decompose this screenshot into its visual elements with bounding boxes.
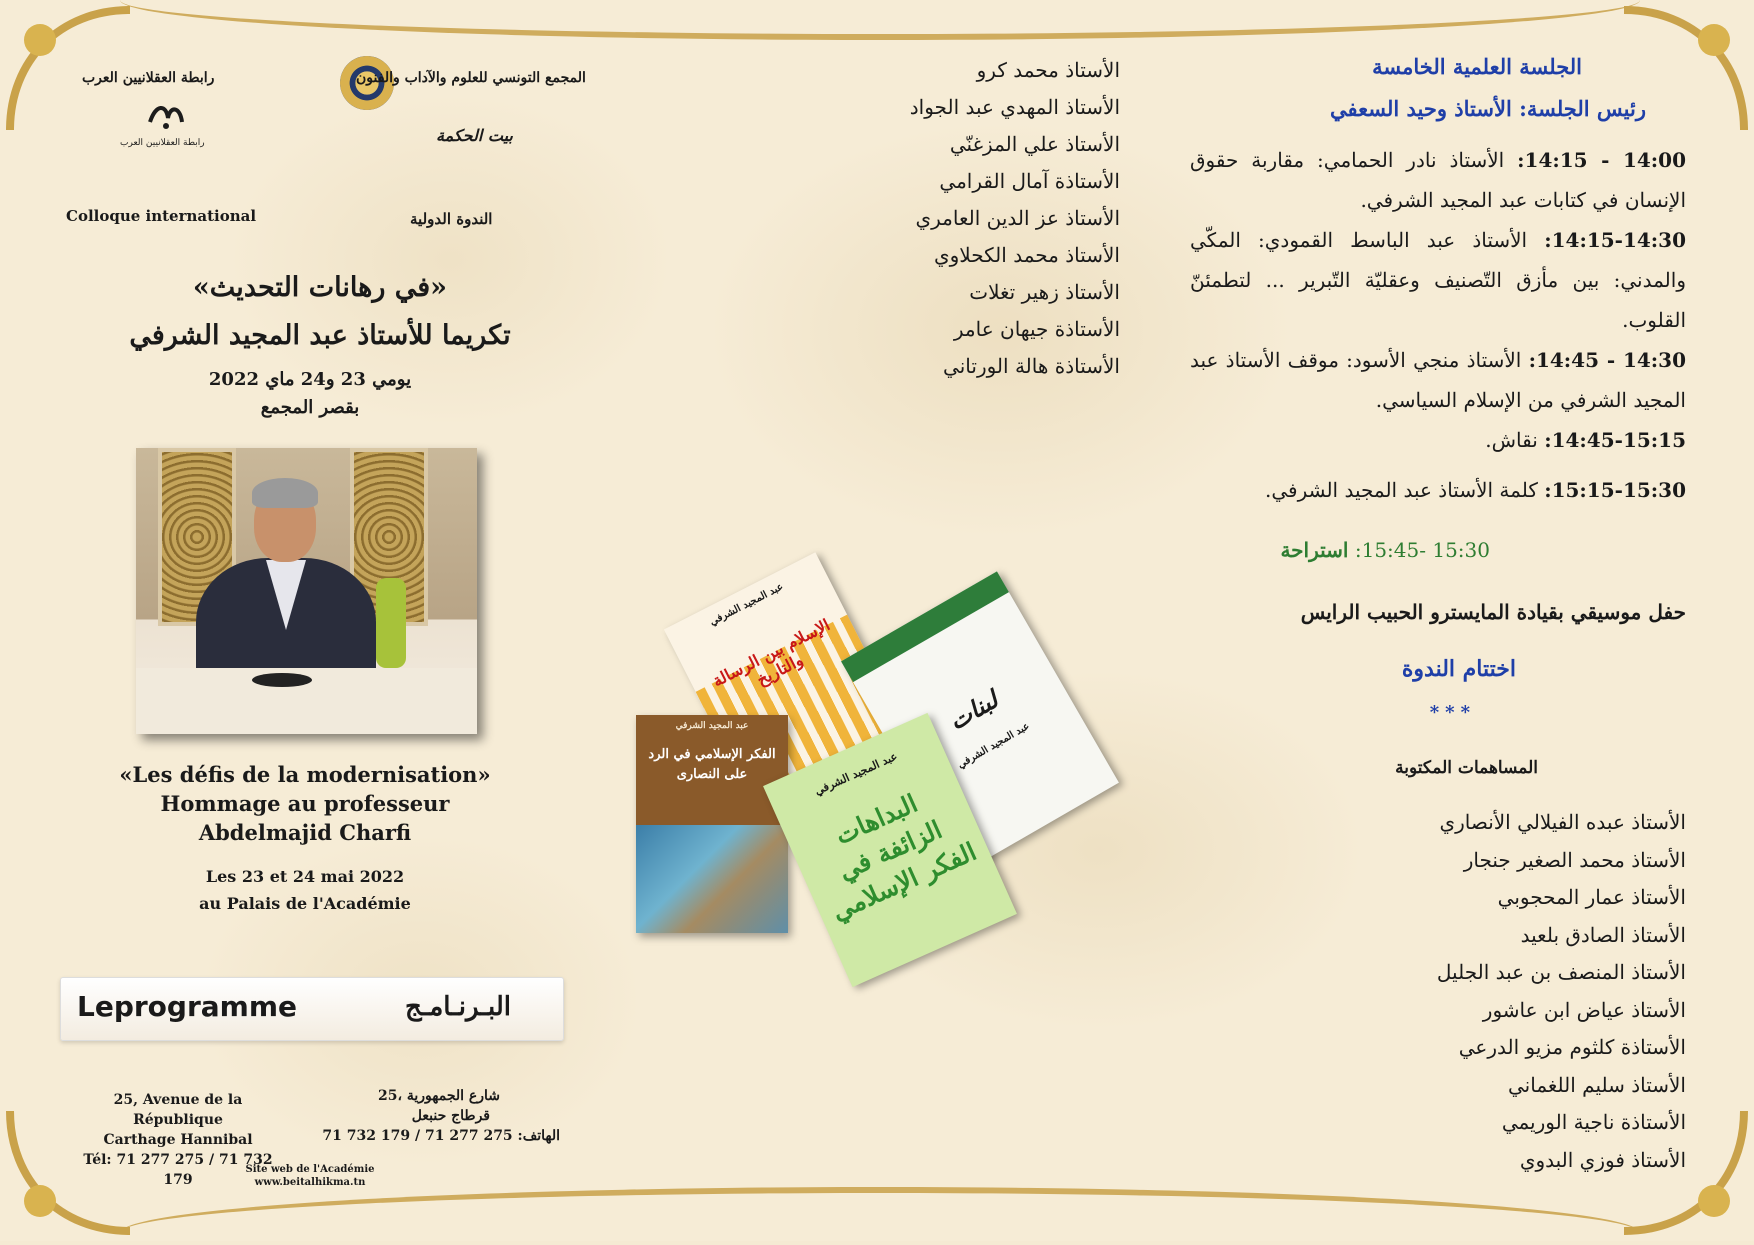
programme-item [1190, 340, 1686, 420]
honoree-photo [136, 448, 477, 734]
title-ar-line: تكريما للأستاذ عبد المجيد الشرفي [129, 320, 511, 351]
contributor-name: الأستاذ فوزي البدوي [1519, 1147, 1686, 1172]
programme-text: الأستاذ نادر الحمامي: مقاربة حقوق الإنسان في كتابات عبد المجيد الشرفي. [1190, 148, 1686, 212]
date-venue-fr [120, 863, 490, 917]
contributor-name: الأستاذ سليم اللغماني [1507, 1072, 1686, 1097]
rationalists-league-caption: رابطة العقلانيين العرب [120, 138, 205, 148]
concert-line: حفل موسيقي بقيادة المايسترو الحبيب الرايس [1300, 600, 1686, 624]
programme-item [1190, 140, 1686, 220]
colloquium-title-fr [80, 760, 530, 847]
bottom-gold-border [120, 1187, 1640, 1233]
book-author: عبد المجيد الشرفي [675, 721, 749, 731]
contributor-name: الأستاذ عياض ابن عاشور [1482, 997, 1686, 1022]
participants-list [840, 52, 1120, 385]
title-fr-line: Hommage au professeur [160, 791, 450, 816]
programme-label-ar: البـرنـامـج [404, 992, 511, 1022]
book-cover [636, 715, 788, 933]
book-title: الفكر الإسلامي في الرد على النصارى [648, 747, 776, 782]
colloque-label-fr: Colloque international [66, 207, 257, 225]
venue-fr-line: au Palais de l'Académie [199, 894, 411, 913]
microphone-icon [252, 673, 312, 687]
book-cover-art [636, 825, 788, 933]
book-author: عبد المجيد الشرفي [955, 720, 1032, 771]
address-ar [320, 1086, 560, 1146]
participant-name: الأستاذة آمال القرامي [939, 169, 1120, 193]
programme-text: الأستاذ منجي الأسود: موقف الأستاذ عبد المجيد الشرفي من الإسلام السياسي. [1190, 348, 1686, 412]
programme-text: نقاش. [1485, 428, 1538, 452]
contributor-name: الأستاذ الصادق بلعيد [1520, 922, 1686, 947]
title-fr-line: «Les défis de la modernisation» [119, 762, 491, 787]
date-fr-line: Les 23 et 24 mai 2022 [205, 867, 405, 886]
phone-ar: الهاتف: 275 277 71 / 179 732 71 [322, 1128, 560, 1144]
rationalists-league-logo-icon [146, 100, 186, 130]
programme-label-fr: Leprogramme [77, 990, 298, 1023]
session-title: الجلسة العلمية الخامسة [1372, 54, 1582, 79]
participant-name: الأستاذ زهير تغلات [969, 280, 1120, 304]
written-contributions-title: المساهمات المكتوبة [1395, 758, 1538, 778]
programme-time: 14:00 - 14:15: [1517, 148, 1687, 172]
colloque-label-ar: الندوة الدولية [410, 210, 493, 228]
venue-ar-line: بقصر المجمع [260, 397, 360, 418]
website-url[interactable]: www.beitalhikma.tn [254, 1177, 366, 1188]
book-title: لبنات [943, 684, 1003, 736]
address-ar-line: 25، شارع الجمهورية [378, 1088, 500, 1104]
programme-time: 14:30 - 14:45: [1528, 348, 1686, 372]
closing-title: اختتام الندوة [1401, 656, 1516, 682]
participant-name: الأستاذ محمد كرو [976, 58, 1120, 82]
date-ar-line: يومي 23 و24 ماي 2022 [208, 369, 412, 390]
programme-time: 14:45-15:15: [1544, 428, 1686, 452]
book-covers-collage [630, 560, 1130, 1000]
book-title: البداهات الزائفة في الفكر الإسلامي [827, 788, 981, 927]
break-line [1280, 538, 1490, 562]
person-hair [252, 478, 318, 508]
contributor-name: الأستاذ عمار المحجوبي [1497, 885, 1686, 909]
colloquium-title-ar [40, 264, 600, 360]
chair [376, 578, 406, 668]
participant-name: الأستاذ عز الدين العامري [915, 206, 1120, 230]
programme-banner [60, 977, 564, 1041]
address-fr-line: 25, Avenue de la République [113, 1092, 243, 1128]
participant-name: الأستاذة جيهان عامر [953, 317, 1120, 341]
contributor-name: الأستاذة كلثوم مزيو الدرعي [1458, 1035, 1686, 1059]
programme-text: كلمة الأستاذ عبد المجيد الشرفي. [1264, 478, 1538, 502]
participant-name: الأستاذة هالة الورتاني [943, 354, 1120, 378]
title-ar-line: «في رهانات التحديث» [192, 272, 448, 303]
participant-name: الأستاذ علي المزغنّي [949, 132, 1120, 156]
address-ar-line: قرطاج حنبعل [411, 1108, 490, 1124]
participant-name: الأستاذ المهدي عبد الجواد [909, 95, 1120, 119]
participant-name: الأستاذ محمد الكحلاوي [933, 243, 1120, 267]
written-contributors-list [1286, 804, 1686, 1179]
website-block [240, 1163, 380, 1189]
break-label: استراحة [1280, 538, 1349, 562]
book-author: عبد المجيد الشرفي [708, 581, 786, 628]
contributor-name: الأستاذة ناجية الوريمي [1501, 1110, 1686, 1134]
address-fr-line: Carthage Hannibal [103, 1132, 253, 1148]
star-separator-icon: *** [1429, 702, 1476, 723]
contributor-name: الأستاذ المنصف بن عبد الجليل [1436, 960, 1686, 984]
programme-item [1190, 470, 1686, 510]
book-title: الإسلام بين الرسالة والتاريخ [709, 615, 833, 691]
contributor-name: الأستاذ عبده الفيلالي الأنصاري [1439, 810, 1686, 834]
programme-time: 15:15-15:30: [1544, 478, 1686, 502]
logos-row [60, 56, 586, 166]
contributor-name: الأستاذ محمد الصغير جنجار [1463, 847, 1686, 872]
book-author: عبد المجيد الشرفي [812, 749, 900, 798]
beit-al-hikma-calligraphy: بيت الحكمة [436, 126, 513, 145]
session-chair: رئيس الجلسة: الأستاذ وحيد السعفي [1329, 96, 1646, 121]
rationalists-league-name: رابطة العقلانيين العرب [82, 70, 215, 86]
programme-item [1190, 420, 1686, 460]
title-fr-line: Abdelmajid Charfi [198, 820, 412, 845]
phone-fr: Tél: 71 277 275 / 71 732 179 [83, 1152, 273, 1188]
date-venue-ar [150, 366, 470, 422]
programme-time: 14:15-14:30: [1544, 228, 1687, 252]
top-gold-border [120, 0, 1640, 40]
programme-text: الأستاذ عبد الباسط القمودي: المكّي والمدني: بين مأزق التّصنيف وعقليّة التّبرير ... لتطمئنّ القلوب. [1190, 228, 1686, 332]
break-time: 15:30 -15:45: [1354, 538, 1490, 562]
academy-name: المجمع التونسي للعلوم والآداب والفنون [356, 70, 586, 86]
website-label: Site web de l'Académie [245, 1164, 375, 1175]
programme-item [1190, 220, 1686, 340]
